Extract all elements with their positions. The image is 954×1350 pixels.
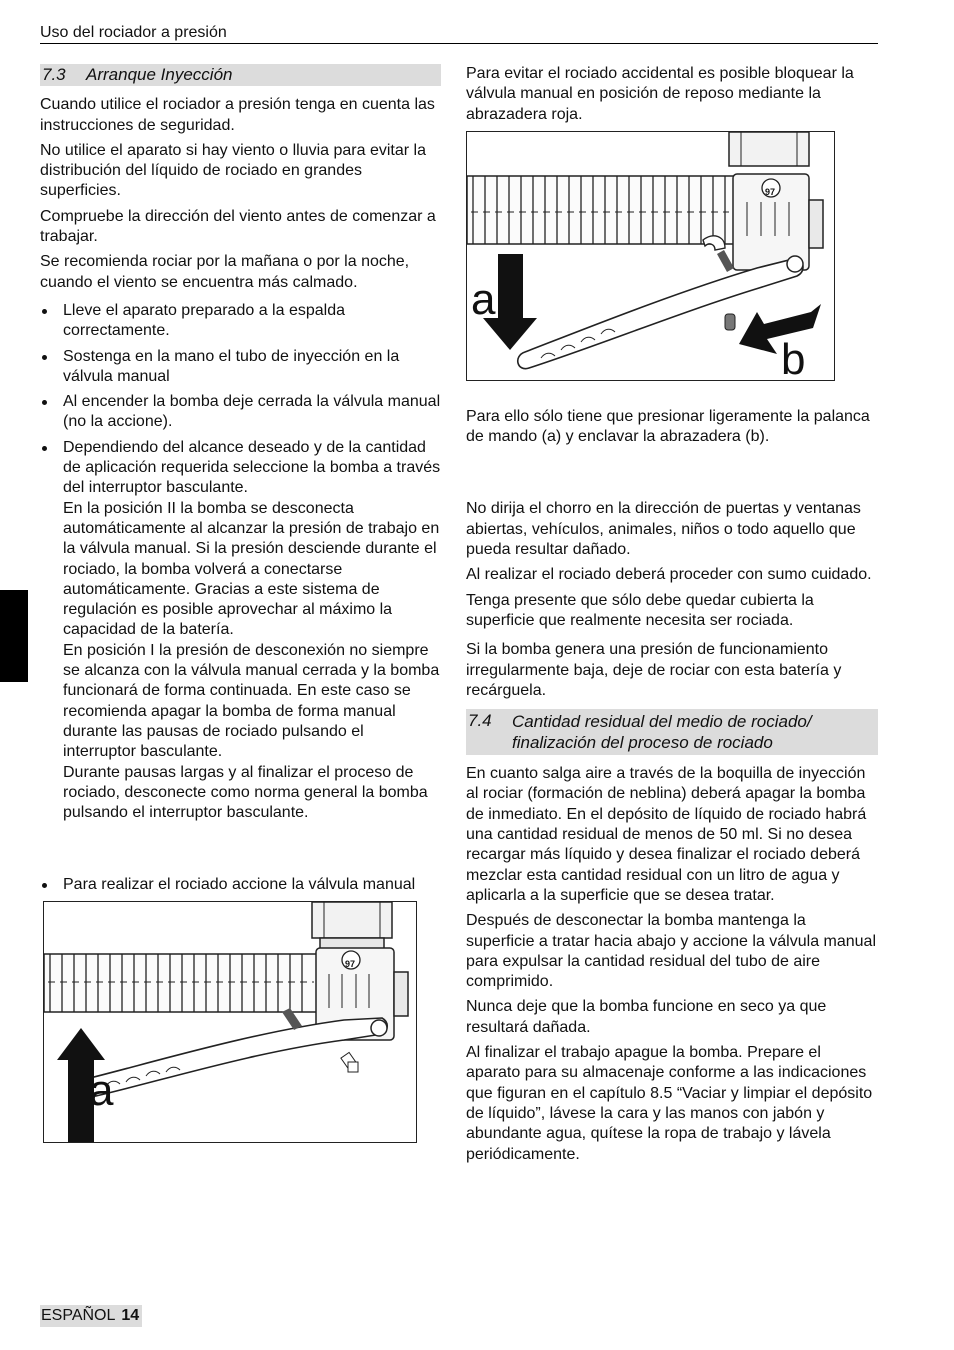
paragraph: Si la bomba genera una presión de funcionamiento irregularmente baja, deje de rociar con esta batería y recárguela. (466, 641, 842, 699)
figure-valve-lock (466, 131, 835, 381)
footer-language: ESPAÑOL (41, 1307, 116, 1324)
running-header: Uso del rociador a presión (40, 24, 227, 41)
figure-label-a: a (471, 274, 496, 324)
section-title: Arranque Inyección (86, 65, 233, 84)
paragraph: Al realizar el rociado deberá proceder con sumo cuidado. (466, 566, 872, 584)
header-rule (40, 43, 878, 44)
figure-label-b: b (781, 334, 806, 381)
paragraph: No dirija el chorro en la dirección de puertas y ventanas abiertas, vehículos, animales, niños o todo aquello que pueda resultar dañado. (466, 500, 861, 559)
paragraph: Al finalizar el trabajo apague la bomba. Prepare el aparato para su almacenaje conforme a las indicaciones que figuran en el capítulo 8.5 “Vaciar y limpiar el depósito de líquido”, lávese la cara y las manos con jabón y abundante agua, quítese la ropa de trabajo y lávela periódicamente. (466, 1044, 873, 1163)
list-item: Sostenga en la mano el tubo de inyección en la válvula manual (40, 347, 441, 388)
list-item-text: En la posición II la bomba se desconecta automáticamente al alcanzar la presión de trabajo en la válvula manual. Si la presión desciende durante el rociado, la bomba volverá a conectarse automáticamente. Gracias a este sistema de regulación es posible aprovechar al máximo la capacidad de la batería. (63, 499, 440, 639)
figure-label-a: a (89, 1065, 114, 1115)
figure-badge: 97 (765, 186, 776, 197)
language-thumb-tab (0, 590, 28, 682)
page-number: 14 (121, 1307, 140, 1324)
paragraph: Para ello sólo tiene que presionar ligeramente la palanca de mando (a) y enclavar la abrazadera (b). (466, 407, 870, 446)
bullet-list (40, 875, 441, 895)
section-heading-7-3 (40, 64, 441, 86)
section-title: Cantidad residual del medio de rociado/ finalización del proceso de rociado (512, 712, 812, 753)
paragraph: En cuanto salga aire a través de la boquilla de inyección al rociar (formación de neblina) deberá apagar la bomba de inmediato. En el depósito de líquido de rociado habrá una cantidad residual de menos de 50 ml. Si no desea recargar más líquido y desea finalizar el rociado deberá mezclar esta cantidad residual con un litro de agua y aplicarla a la superficie que se desea tratar. (466, 765, 867, 904)
list-item-text: Dependiendo del alcance deseado y de la cantidad de aplicación requerida seleccione la bomba a través del interruptor basculante. (63, 438, 441, 497)
figure-valve-actuate (43, 901, 417, 1143)
list-item-text: En posición I la presión de desconexión no siempre se alcanza con la válvula manual cerrada y la bomba funcionará de forma continuada. En este caso se recomienda apagar la bomba de forma manual durante las pausas de rociado pulsando el interruptor basculante. (63, 641, 440, 761)
paragraph: Tenga presente que sólo debe quedar cubierta la superficie que realmente necesita ser rociada. (466, 591, 814, 629)
bullet-list (40, 301, 441, 823)
list-item (40, 438, 441, 824)
list-item: Al encender la bomba deje cerrada la válvula manual (no la accione). (40, 392, 441, 433)
paragraph: Compruebe la dirección del viento antes de comenzar a trabajar. (40, 207, 436, 246)
page-footer (40, 1305, 142, 1327)
section-heading-7-4 (466, 709, 878, 755)
section-number: 7.3 (42, 65, 66, 84)
paragraph: Cuando utilice el rociador a presión tenga en cuenta las instrucciones de seguridad. (40, 96, 435, 134)
paragraph: Para evitar el rociado accidental es posible bloquear la válvula manual en posición de reposo mediante la abrazadera roja. (466, 65, 854, 123)
list-item: Para realizar el rociado accione la válvula manual (40, 875, 441, 895)
paragraph: No utilice el aparato si hay viento o lluvia para evitar la distribución del líquido de rociado en grandes superficies. (40, 141, 426, 200)
list-item: Lleve el aparato preparado a la espalda correctamente. (40, 301, 441, 342)
list-item-text: Durante pausas largas y al finalizar el proceso de rociado, desconecte como norma general la bomba pulsando el interruptor basculante. (63, 763, 428, 822)
paragraph: Después de desconectar la bomba mantenga la superficie a tratar hacia abajo y accione la válvula manual para expulsar la cantidad residual del tubo de aire comprimido. (466, 912, 877, 991)
left-column (40, 64, 441, 1143)
valve-lock-illustration (467, 132, 834, 380)
right-column (466, 64, 878, 1170)
paragraph: Nunca deje que la bomba funcione en seco ya que resultará dañada. (466, 998, 827, 1036)
paragraph: Se recomienda rociar por la mañana o por la noche, cuando el viento se encuentra más calmado. (40, 253, 410, 291)
section-number: 7.4 (468, 711, 492, 731)
figure-badge: 97 (345, 958, 356, 969)
